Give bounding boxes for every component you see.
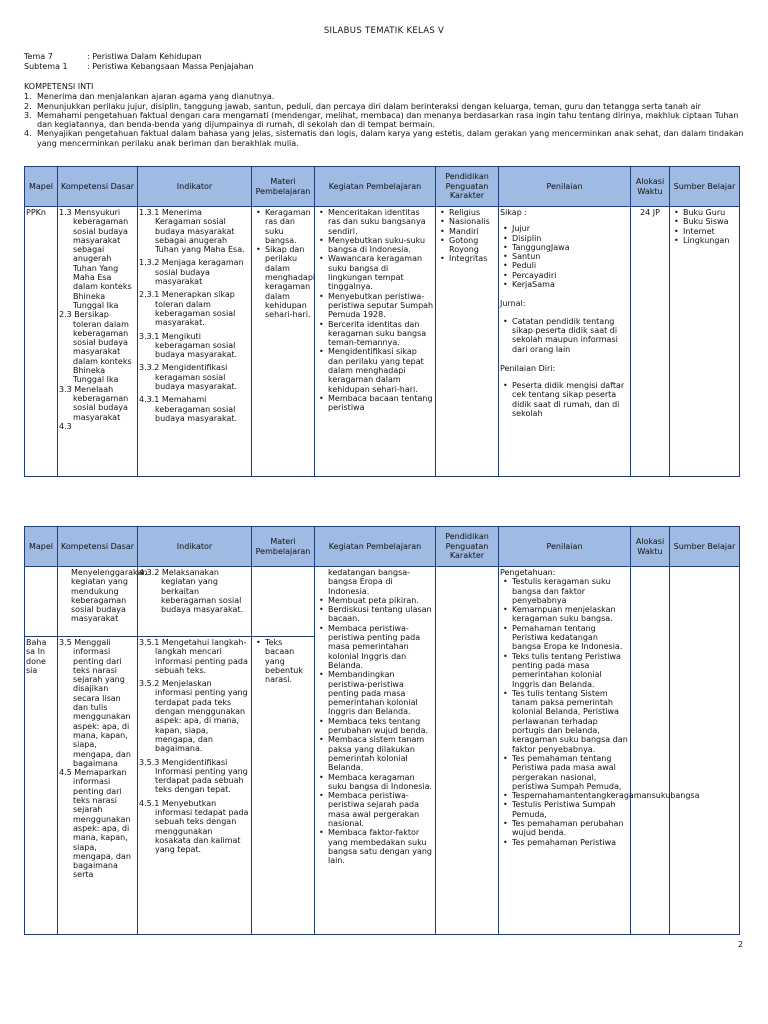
penilaian-sikap-item: • Santun — [512, 252, 629, 261]
meta-block — [24, 52, 754, 72]
kegiatan-item: • Mengidentifikasi sikap dan perilaku yang tepat dalam menghadapi keragaman dalam kehidupan sehari-hari. — [328, 347, 434, 393]
kegiatan-item: • Menceritakan identitas ras dan suku bangsanya sendiri. — [328, 208, 434, 236]
header-materi: Materi Pembelajaran — [252, 167, 315, 207]
kompetensi-dasar-item: 4.5 Memaparkan informasi penting dari teks narasi sejarah menggunakan aspek: apa, di mana, kapan, siapa, mengapa, dan bagaimana serta — [59, 768, 131, 880]
header-sumber: Sumber Belajar — [670, 167, 740, 207]
ki-text: Menyajikan pengetahuan faktual dalam bahasa yang jelas, sistematis dan logis, dalam karya yang estetis, dalam gerakan yang mencerminkan anak sehat, dan dalam tindakan yang mencerminkan perilaku anak beriman dan berakhlak mulia. — [37, 129, 744, 148]
cell-karakter-empty — [436, 567, 499, 935]
cell-mapel-empty — [25, 567, 58, 637]
header-kegiatan: Kegiatan Pembelajaran — [315, 167, 436, 207]
header-kompetensi-dasar: Kompetensi Dasar — [58, 527, 138, 567]
karakter-item: • Integritas — [449, 254, 497, 263]
header-sumber: Sumber Belajar — [670, 527, 740, 567]
indikator-item: 3.3.2 Mengidentifikasi keragaman sosial budaya masyarakat. — [139, 363, 238, 392]
penilaian-item: • Tes tulis tentang Sistem tanam paksa pemerintah kolonial Belanda, Peristiwa perlawanan terhadap portugis dan belanda, keragaman suku bangsa dan faktor penyebabnya. — [512, 689, 629, 754]
cell-penilaian — [499, 207, 631, 477]
karakter-item: • Religius — [449, 208, 497, 217]
penilaian-item: • Teks tulis tentang Peristiwa penting pada masa pemerintahan kolonial Inggris dan Belanda. — [512, 652, 629, 689]
cell-alokasi-empty — [631, 567, 670, 935]
penilaian-sikap-item: • KerjaSama — [512, 280, 629, 289]
silabus-table-2 — [24, 526, 740, 935]
sumber-item: • Lingkungan — [683, 236, 738, 245]
indikator-item: 2.3.1 Menerapkan sikap toleran dalam keberagaman sosial masyarakat. — [139, 290, 236, 328]
header-karakter: Pendidikan Penguatan Karakter — [436, 167, 499, 207]
penilaian-sikap-item: • Peduli — [512, 261, 629, 270]
kegiatan-continued: kedatangan bangsa-bangsa Eropa di Indonesia. — [328, 568, 411, 596]
cell-mapel: PPKn — [25, 207, 58, 477]
meta-label: Subtema 1 — [24, 62, 68, 71]
karakter-item: • Gotong Royong — [449, 236, 497, 255]
penilaian-item: • Tes pemahaman Peristiwa — [512, 838, 629, 847]
penilaian-diri-label: Penilaian Diri: — [500, 363, 556, 373]
cell-indikator — [138, 207, 252, 477]
header-penilaian: Penilaian — [499, 527, 631, 567]
sumber-item: • Buku Guru — [683, 208, 738, 217]
penilaian-sikap-label: Sikap : — [500, 208, 528, 217]
penilaian-jurnal-label: Jurnal: — [500, 299, 526, 309]
penilaian-sikap-item: • Percayadiri — [512, 271, 629, 280]
header-mapel: Mapel — [25, 167, 58, 207]
indikator-item: 1.3.1 Menerima Keragaman sosial budaya masyarakat sebagai anugerah Tuhan yang Maha Esa. — [139, 208, 245, 255]
header-karakter: Pendidikan Penguatan Karakter — [436, 527, 499, 567]
cell-materi-empty — [252, 567, 315, 637]
karakter-item: • Nasionalis — [449, 217, 497, 226]
penilaian-item: • Testulis Peristiwa Sumpah Pemuda, — [512, 800, 629, 819]
header-kompetensi-dasar: Kompetensi Dasar — [58, 167, 138, 207]
meta-label: Tema 7 — [24, 52, 53, 61]
penilaian-item: • Pemahaman tentang Peristiwa kedatangan bangsa Eropa ke Indonesia. — [512, 624, 629, 652]
cell-alokasi: 24 JP — [631, 207, 670, 477]
materi-item: • Sikap dan perilaku dalam menghadapi keragaman dalam kehidupan sehari-hari. — [265, 245, 313, 319]
header-indikator: Indikator — [138, 527, 252, 567]
kegiatan-item: • Menyebutkan peristiwa-peristiwa seputar Sumpah Pemuda 1928. — [328, 292, 434, 320]
ki-number: 2. — [24, 101, 32, 111]
sumber-item: • Internet — [683, 227, 738, 236]
ki-text: Memahami pengetahuan faktual dengan cara mengamati (mendengar, melihat, membaca) dan menanya berdasarkan rasa ingin tahu tentang dirinya, makhluk ciptaan Tuhan dan kegiatannya, dan benda-benda yang dijumpainya di rumah, di sekolah dan di tempat bermain. — [37, 110, 739, 130]
kompetensi-inti — [24, 82, 754, 148]
materi-item: • Keragaman ras dan suku bangsa. — [265, 208, 313, 245]
penilaian-item: • Tes pemahaman perubahan wujud benda. — [512, 819, 629, 838]
penilaian-item: • Tes pemahaman tentang Peristiwa pada masa awal pergerakan nasional, peristiwa Sumpah Pemuda, — [512, 754, 629, 791]
indikator-item: 1.3.2 Menjaga keragaman sosial budaya masyarakat — [139, 258, 244, 287]
header-kegiatan: Kegiatan Pembelajaran — [315, 527, 436, 567]
karakter-item: • Mandiri — [449, 227, 497, 236]
indikator-item: 3.5.1 Mengetahui langkah-langkah mencari informasi penting pada sebuah teks. — [139, 638, 248, 675]
kompetensi-inti-list — [24, 92, 754, 148]
kompetensi-dasar-item: 3.5 Menggali informasi penting dari teks narasi sejarah yang disajikan secara lisan dan tulis menggunakan aspek: apa, di mana, kapan, siapa, mengapa, dan bagaimana — [59, 638, 131, 768]
kegiatan-item: • Membaca teks tentang perubahan wujud benda. — [328, 717, 434, 736]
penilaian-pengetahuan-label: Pengetahuan: — [500, 568, 556, 577]
penilaian-item: • Tespemahamantentangkeragamansukubangsa — [512, 791, 629, 800]
kompetensi-inti-item — [24, 102, 754, 111]
kompetensi-inti-item — [24, 92, 754, 101]
header-indikator: Indikator — [138, 167, 252, 207]
cell-karakter — [436, 207, 499, 477]
kompetensi-dasar-item: 3.3 Menelaah keberagaman sosial budaya masyarakat — [59, 384, 129, 422]
cell-penilaian — [499, 567, 700, 935]
header-alokasi: Alokasi Waktu — [631, 527, 670, 567]
materi-item: • Teks bacaan yang bebentuk narasi. — [265, 638, 313, 684]
penilaian-sikap-item: • TanggungJawa — [512, 243, 629, 252]
penilaian-sikap-item: • Disiplin — [512, 234, 629, 243]
kompetensi-dasar-item: 4.3 — [59, 421, 72, 431]
cell-kompetensi-dasar-continued: Menyelenggarakan kegiatan yang mendukung keberagaman sosial budaya masyarakat — [58, 567, 138, 637]
kompetensi-dasar-item: 2.3 Bersikap toleran dalam keberagaman sosial budaya masyarakat dalam konteks Bhineka Tunggal Ika — [59, 310, 132, 385]
cell-kompetensi-dasar — [58, 207, 138, 477]
kegiatan-item: • Bercerita identitas dan keragaman suku bangsa teman-temannya. — [328, 320, 434, 348]
cell-mapel: Bahasa Indonesia — [25, 637, 58, 935]
meta-row — [24, 62, 754, 72]
kompetensi-inti-item — [24, 129, 754, 148]
ki-text: Menunjukkan perilaku jujur, disiplin, tanggung jawab, santun, peduli, dan percaya diri dalam berinteraksi dengan keluarga, teman, guru dan tetangga serta tanah air — [37, 101, 701, 111]
meta-row — [24, 52, 754, 62]
meta-value: : Peristiwa Kebangsaan Massa Penjajahan — [87, 62, 254, 71]
header-materi: Materi Pembelajaran — [252, 527, 315, 567]
kegiatan-item: • Berdiskusi tentang ulasan bacaan. — [328, 605, 434, 624]
indikator-item: 4.3.1 Memahami keberagaman sosial budaya masyarakat. — [139, 395, 238, 423]
kompetensi-inti-item — [24, 111, 754, 130]
kegiatan-item: • Membuat peta pikiran. — [328, 596, 434, 605]
header-penilaian: Penilaian — [499, 167, 631, 207]
kegiatan-item: • Membandingkan peristiwa-peristiwa penting pada masa pemerintahan kolonial Inggris dan Belanda. — [328, 670, 434, 716]
ki-number: 4. — [24, 129, 32, 139]
penilaian-item: • Kemampuan menjelaskan keragaman suku bangsa. — [512, 605, 629, 624]
meta-value: : Peristiwa Dalam Kehidupan — [87, 52, 202, 61]
kegiatan-item: • Membaca sistem tanam paksa yang dilakukan pemerintah kolonial Belanda. — [328, 735, 434, 772]
penilaian-item: • Testulis keragaman suku bangsa dan faktor penyebabnya — [512, 577, 629, 605]
indikator-item: 3.3.1 Mengikuti keberagaman sosial budaya masyarakat. — [139, 331, 238, 360]
kegiatan-item: • Membaca peristiwa-peristiwa sejarah pada masa awal pergerakan nasional. — [328, 791, 434, 828]
cell-materi — [252, 637, 315, 935]
penilaian-diri-item: • Peserta didik mengisi daftar cek tentang sikap peserta didik saat di rumah, dan di sekolah — [512, 381, 629, 418]
indikator-item: 4.5.1 Menyebutkan informasi tedapat pada sebuah teks dengan menggunakan kosakata dan kalimat yang tepat. — [139, 798, 249, 855]
header-alokasi: Alokasi Waktu — [631, 167, 670, 207]
cell-kegiatan — [315, 207, 436, 477]
ki-number: 3. — [24, 110, 32, 120]
silabus-table-1 — [24, 166, 740, 477]
indikator-item: 3.5.3 Mengidentifikasi Informasi penting yang terdapat pada sebuah teks dengan tepat. — [139, 757, 248, 795]
ki-number: 1. — [24, 92, 32, 102]
cell-sumber — [670, 207, 740, 477]
document-title: SILABUS TEMATIK KELAS V — [323, 26, 445, 36]
cell-kompetensi-dasar — [58, 637, 138, 935]
kegiatan-item: • Membaca keragaman suku bangsa di Indonesia. — [328, 773, 434, 792]
kegiatan-item: • Membaca faktor-faktor yang membedakan suku bangsa satu dengan yang lain. — [328, 828, 434, 865]
kegiatan-item: • Menyebutkan suku-suku bangsa di Indonesia. — [328, 236, 434, 255]
kompetensi-dasar-item: 1.3 Mensyukuri keberagaman sosial budaya masyarakat sebagai anugerah Tuhan Yang Maha Esa dalam konteks Bhineka Tunggal Ika — [59, 208, 132, 310]
kegiatan-item: • Wawancara keragaman suku bangsa di lingkungan tempat tinggalnya. — [328, 254, 434, 291]
kegiatan-item: • Membaca bacaan tentang peristiwa — [328, 394, 434, 413]
header-mapel: Mapel — [25, 527, 58, 567]
page-number: 2 — [738, 940, 744, 949]
indikator-item: 3.5.2 Menjelaskan informasi penting yang terdapat pada teks dengan menggunakan aspek: apa, di mana, kapan, siapa, mengapa, dan bagaimana. — [139, 679, 248, 754]
cell-sumber-empty — [670, 567, 740, 935]
cell-materi — [252, 207, 315, 477]
kegiatan-item: • Membaca peristiwa-peristiwa penting pada masa pemerintahan kolonial Inggris dan Belanda. — [328, 624, 434, 670]
cell-kegiatan — [315, 567, 436, 935]
penilaian-jurnal-item: • Catatan pendidik tentang sikap peserta didik saat di sekolah maupun informasi dari orang lain — [512, 317, 629, 354]
ki-text: Menerima dan menjalankan ajaran agama yang dianutnya. — [37, 92, 275, 102]
kompetensi-inti-heading: KOMPETENSI INTI — [24, 82, 94, 91]
penilaian-sikap-item: • Jujur — [512, 224, 629, 233]
cell-indikator — [138, 637, 252, 935]
sumber-item: • Buku Siswa — [683, 217, 738, 226]
cell-indikator-continued: 4.3.2 Melaksanakan kegiatan yang berkaitan keberagaman sosial budaya masyarakat. — [138, 567, 252, 637]
